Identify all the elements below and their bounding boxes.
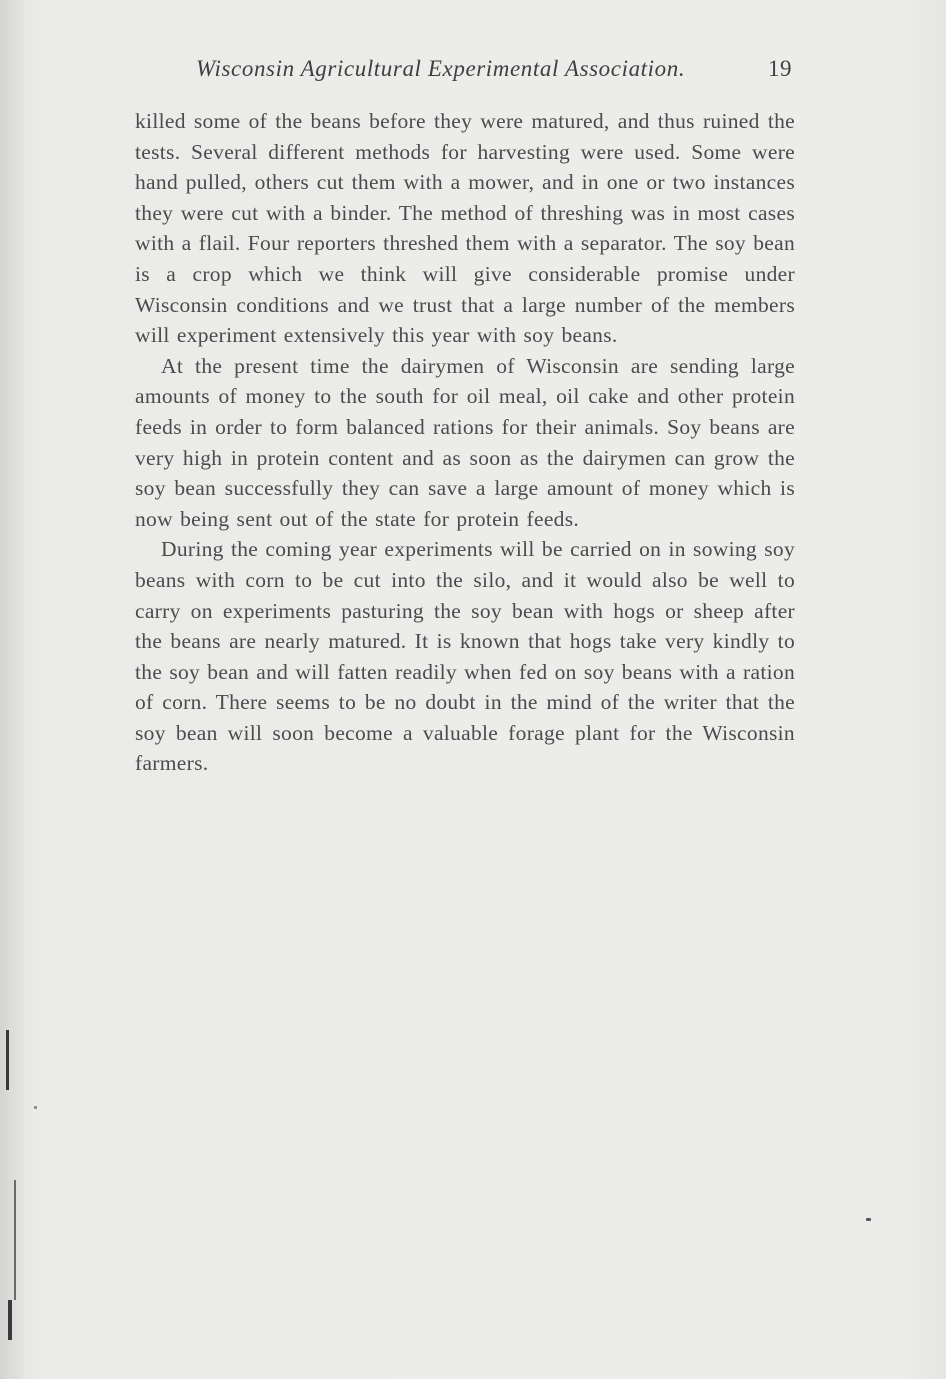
binding-edge <box>0 0 24 1379</box>
binding-mark-bottom <box>14 1180 16 1300</box>
paragraph: At the present time the dairymen of Wisconsin are sending large amounts of money to the south for oil meal, oil cake and other protein feeds in order to form balanced rations for their animals. Soy beans are very high in protein content and as soon as the dairymen can grow the soy bean successfully they can save a large amount of money which is now being sent out of the state for protein feeds. <box>135 353 795 531</box>
running-title: Wisconsin Agricultural Experimental Association. <box>196 56 686 81</box>
paragraph: killed some of the beans before they were matured, and thus ruined the tests. Several different methods for harvesting were used. Some were hand pulled, others cut them with a mower, and in one or two instances they were cut with a binder. The method of threshing was in most cases with a flail. Four reporters threshed them with a separator. The soy bean is a crop which we think will give considerable promise under Wisconsin conditions and we trust that a large number of the members will experiment extensively this year with soy beans. <box>135 109 795 348</box>
paragraph: During the coming year experiments will be carried on in sowing soy beans with corn to be cut into the silo, and it would also be well to carry on experiments pasturing the soy bean with hogs or sheep after the beans are nearly matured. It is known that hogs take very kindly to the soy bean and will fatten readily when fed on soy beans with a ration of corn. There seems to be no doubt in the mind of the writer that the soy bean will soon become a valuable forage plant for the Wisconsin farmers. <box>135 537 795 776</box>
scan-speck <box>866 1218 871 1221</box>
scan-speck <box>34 1106 37 1109</box>
page-number: 19 <box>768 56 792 81</box>
page-header <box>196 56 796 90</box>
body-text <box>135 106 795 779</box>
binding-mark-middle <box>8 1300 12 1340</box>
binding-mark-top <box>6 1030 9 1090</box>
